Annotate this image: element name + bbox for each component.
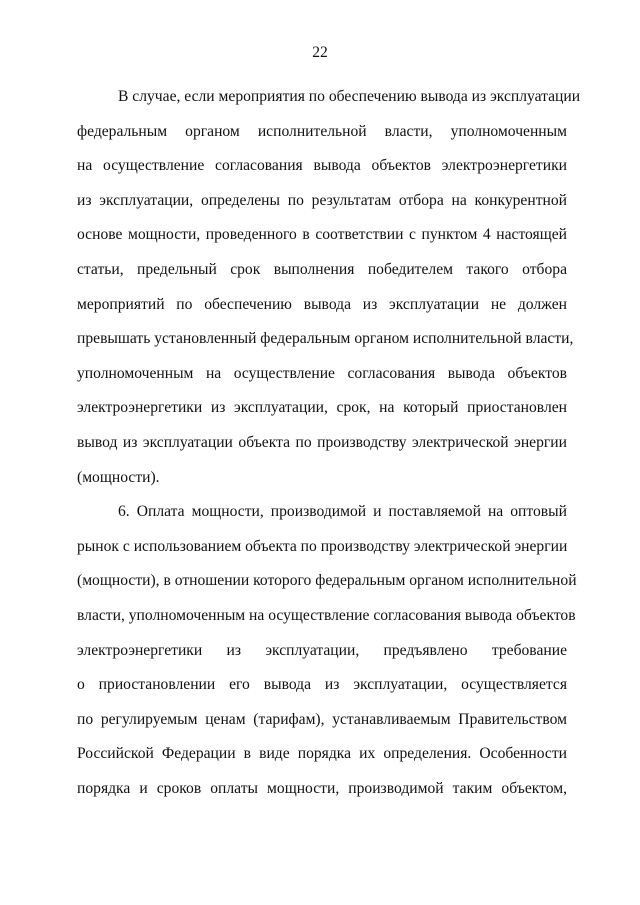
paragraph-2-line: о приостановлении его вывода из эксплуатации, осуществляется [77,676,567,694]
paragraph-2-line: 6. Оплата мощности, производимой и поставляемой на оптовый [118,503,567,521]
paragraph-1-line: федеральным органом исполнительной власти, уполномоченным [77,122,567,140]
paragraph-1-line: мероприятий по обеспечению вывода из эксплуатации не должен [77,295,567,313]
paragraph-2-line: Российской Федерации в виде порядка их определения. Особенности [77,745,567,763]
paragraph-2-line: по регулируемым ценам (тарифам), устанавливаемым Правительством [77,710,567,728]
paragraph-2-line: власти, уполномоченным на осуществление согласования вывода объектов [77,606,576,624]
paragraph-1-line: уполномоченным на осуществление согласования вывода объектов [77,364,567,382]
paragraph-1-line: В случае, если мероприятия по обеспечению вывода из эксплуатации [118,88,581,105]
paragraph-1-line: (мощности). [77,468,160,486]
paragraph-1-line: статьи, предельный срок выполнения победителем такого отбора [77,260,567,278]
paragraph-2-line: (мощности), в отношении которого федеральным органом исполнительной [77,572,577,590]
paragraph-1-line: из эксплуатации, определены по результатам отбора на конкурентной [77,191,567,209]
paragraph-2-line: порядка и сроков оплаты мощности, производимой таким объектом, [77,779,567,797]
paragraph-1-line: превышать установленный федеральным органом исполнительной власти, [77,330,574,348]
page-number: 22 [312,44,328,61]
paragraph-1-line: основе мощности, проведенного в соответствии с пунктом 4 настоящей [77,226,567,244]
paragraph-1-line: вывод из эксплуатации объекта по производству электрической энергии [77,433,567,451]
paragraph-1-line: на осуществление согласования вывода объектов электроэнергетики [77,157,567,175]
paragraph-1-line: электроэнергетики из эксплуатации, срок, на который приостановлен [77,399,567,417]
paragraph-2-line: рынок с использованием объекта по производству электрической энергии [77,537,568,555]
document-body [77,80,581,806]
paragraph-2-line: электроэнергетики из эксплуатации, предъявлено требование [77,641,567,659]
